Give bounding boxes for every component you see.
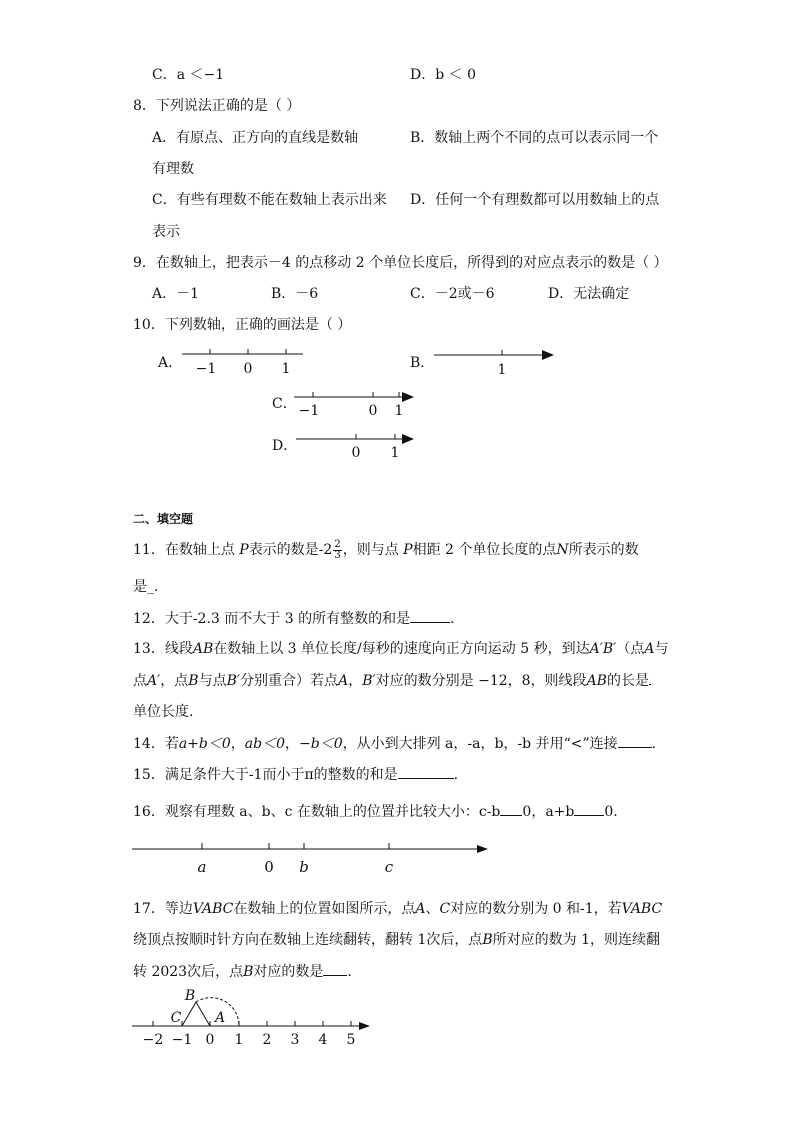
q16-text-2: 0，a+b bbox=[522, 804, 575, 820]
q10-axis-c-arrow bbox=[402, 392, 414, 402]
q13-ab: AB bbox=[192, 641, 214, 657]
q11-fraction bbox=[333, 540, 341, 561]
q17-vertex-b: B bbox=[184, 988, 196, 1004]
q17-figure bbox=[132, 985, 377, 1050]
q17-t1: 17．等边 bbox=[133, 901, 193, 917]
q10-axis-d-tick-0: 0 bbox=[351, 445, 361, 461]
q17-a: A bbox=[415, 901, 426, 917]
q8-option-d: D．任何一个有理数都可以用数轴上的点 bbox=[410, 192, 660, 208]
q8-option-d-cont: 表示 bbox=[152, 224, 180, 240]
q14-rest: ，从小到大排列 a，-a，b，-b 并用“<”连接 bbox=[342, 736, 618, 752]
q16-line bbox=[133, 802, 618, 821]
q9-option-c: C．－2或－6 bbox=[410, 286, 495, 302]
q11-text-3: ，则与点 bbox=[342, 542, 404, 558]
q11-text-2: 表示的数是-2 bbox=[248, 542, 333, 558]
q17-t2: 在数轴上的位置如图所示，点 bbox=[233, 901, 416, 917]
q17-t8: . bbox=[347, 964, 352, 980]
q8-option-c: C．有些有理数不能在数轴上表示出来 bbox=[152, 192, 387, 208]
q11-line1 bbox=[133, 538, 639, 562]
q13-line2 bbox=[133, 671, 651, 690]
q11-text-1: 11．在数轴上点 bbox=[133, 542, 240, 558]
q15-line bbox=[133, 765, 458, 784]
q16-label-c: c bbox=[384, 858, 394, 876]
q17-answer-blank bbox=[323, 962, 347, 976]
q13-t2: 在数轴上以 3 单位长度/每秒的速度向正方向运动 5 秒，到达 bbox=[213, 641, 590, 657]
q8-option-b: B．数轴上两个不同的点可以表示同一个 bbox=[410, 130, 659, 146]
q10-axis-c-tick-0: 0 bbox=[368, 403, 378, 419]
q17-line1 bbox=[133, 900, 662, 918]
q17-b: B bbox=[482, 932, 493, 948]
q17-tri-2: VABC bbox=[621, 901, 663, 917]
q10-axis-a-tick-neg1: −1 bbox=[195, 361, 217, 377]
q13-ab-prime: A′B′ bbox=[589, 641, 617, 657]
q14-cond-2: ab＜0 bbox=[244, 736, 285, 752]
q17-t3: 对应的数分别为 0 和-1，若 bbox=[450, 901, 622, 917]
q13-line3: 单位长度. bbox=[133, 704, 194, 720]
q13-t7: 与点 bbox=[198, 673, 227, 689]
q13-t9: ， bbox=[348, 673, 363, 689]
q16-label-b: b bbox=[299, 858, 309, 876]
q11-text-5: 所表示的数 bbox=[568, 542, 639, 558]
q16-label-0: 0 bbox=[264, 858, 274, 876]
q15-text: 15．满足条件大于-1而小于π的整数的和是 bbox=[133, 767, 398, 783]
q10-axis-d-tick-1: 1 bbox=[390, 445, 400, 461]
q16-label-a: a bbox=[197, 858, 207, 876]
q16-text-1: 16．观察有理数 a、b、c 在数轴上的位置并比较大小：c-b bbox=[133, 804, 501, 820]
q14-answer-blank bbox=[618, 734, 652, 748]
q11-line2: 是_. bbox=[133, 579, 159, 595]
q10-label-d: D． bbox=[272, 438, 298, 454]
q7-option-c: C．a ＜−1 bbox=[152, 67, 225, 83]
q10-axis-c-tick-neg1: −1 bbox=[298, 403, 320, 419]
q13-line1 bbox=[133, 640, 668, 658]
q13-b-prime-2: B′ bbox=[362, 673, 376, 689]
q17-tick-3: 3 bbox=[290, 1032, 300, 1048]
q10-axis-d-arrow bbox=[402, 434, 414, 444]
q10-axis-a-tick-1: 1 bbox=[281, 361, 291, 377]
q11-frac-den: 3 bbox=[334, 549, 341, 561]
q17-vertex-c: C bbox=[170, 1010, 182, 1026]
q14-end: . bbox=[651, 736, 657, 752]
q17-tick-1: 1 bbox=[234, 1032, 244, 1048]
q10-axis-a-tick-0: 0 bbox=[243, 361, 253, 377]
q9-option-a: A．－1 bbox=[152, 286, 200, 302]
q12-text: 12．大于-2.3 而不大于 3 的所有整数的和是 bbox=[133, 611, 411, 627]
q10-axis-a bbox=[180, 344, 305, 378]
q16-arrow bbox=[477, 845, 488, 853]
q13-t1: 13．线段 bbox=[133, 641, 193, 657]
q17-tick-0: 0 bbox=[205, 1032, 215, 1048]
q13-a-prime: A′ bbox=[147, 673, 161, 689]
q12-line bbox=[133, 609, 455, 628]
q10-label-b: B． bbox=[410, 355, 435, 371]
q10-axis-b-tick-1: 1 bbox=[497, 362, 507, 378]
q7-option-d: D．b ＜ 0 bbox=[410, 67, 476, 83]
q17-tick-2: 2 bbox=[262, 1032, 272, 1048]
q17-t4: 绕顶点按顺时针方向在数轴上连续翻转，翻转 1次后，点 bbox=[133, 932, 483, 948]
q17-arrow bbox=[359, 1022, 370, 1030]
q10-axis-b bbox=[432, 344, 557, 378]
q10-axis-c-tick-1: 1 bbox=[394, 403, 404, 419]
q17-b-2: B bbox=[243, 964, 254, 980]
q8-stem: 8．下列说法正确的是（ ） bbox=[133, 98, 301, 114]
q8-option-a: A．有原点、正方向的直线是数轴 bbox=[152, 130, 359, 146]
q9-stem: 9．在数轴上，把表示－4 的点移动 2 个单位长度后，所得到的对应点表示的数是（ ） bbox=[133, 255, 668, 271]
q16-text-3: 0. bbox=[604, 804, 618, 820]
q15-end: . bbox=[453, 767, 459, 783]
q11-var-n: N bbox=[556, 542, 569, 558]
q17-tri: VABC bbox=[192, 901, 234, 917]
q13-a-2: A bbox=[338, 673, 349, 689]
q16-blank-1 bbox=[500, 802, 522, 816]
q12-end: . bbox=[450, 611, 455, 627]
q16-number-line bbox=[132, 838, 492, 878]
q17-line3 bbox=[133, 962, 352, 981]
q9-option-b: B．－6 bbox=[271, 286, 319, 302]
q13-b-prime: B′ bbox=[226, 673, 241, 689]
q10-axis-c bbox=[294, 386, 419, 420]
q11-var-p-2: P bbox=[403, 542, 413, 558]
q17-line2 bbox=[133, 931, 660, 949]
q17-t7: 对应的数是 bbox=[253, 964, 324, 980]
q16-blank-2 bbox=[574, 802, 604, 816]
q13-answer-blank bbox=[649, 671, 651, 685]
q13-ab-2: AB bbox=[586, 673, 607, 689]
q9-option-d: D．无法确定 bbox=[548, 286, 630, 302]
q14-cond-3: −b＜0 bbox=[299, 736, 343, 752]
q17-tick-neg1: −1 bbox=[171, 1032, 193, 1048]
q13-b: B bbox=[188, 673, 199, 689]
q11-text-4: 相距 2 个单位长度的点 bbox=[412, 542, 557, 558]
q17-tick-neg2: −2 bbox=[142, 1032, 164, 1048]
q13-a: A bbox=[644, 641, 655, 657]
q13-t10: 对应的数分别是 −12，8，则线段 bbox=[375, 673, 587, 689]
q17-vertex-a: A bbox=[214, 1010, 226, 1026]
q10-axis-b-arrow bbox=[542, 350, 554, 360]
q11-frac-num: 2 bbox=[334, 538, 341, 550]
q13-t6: ，点 bbox=[160, 673, 189, 689]
q13-t11: 的长是 bbox=[606, 673, 649, 689]
q14-lead: 14．若 bbox=[133, 736, 179, 752]
section-title: 二、填空题 bbox=[133, 512, 194, 526]
q17-tick-4: 4 bbox=[318, 1032, 328, 1048]
q17-tick-5: 5 bbox=[346, 1032, 356, 1048]
q17-sep: 、 bbox=[425, 901, 440, 917]
q13-t4: 与 bbox=[654, 641, 669, 657]
q14-line: 14．若a+b＜0，ab＜0，−b＜0，从小到大排列 a，-a，b，-b 并用“<”连接 . bbox=[133, 736, 657, 752]
q13-t3: （点 bbox=[616, 641, 645, 657]
q17-t6: 转 2023次后，点 bbox=[133, 964, 244, 980]
q13-t8: 分别重合）若点 bbox=[240, 673, 339, 689]
q15-answer-blank bbox=[398, 765, 454, 779]
q11-var-p: P bbox=[239, 542, 249, 558]
q8-option-b-cont: 有理数 bbox=[152, 161, 194, 177]
q12-answer-blank bbox=[410, 609, 450, 623]
q17-t5: 所对应的数为 1，则连续翻 bbox=[492, 932, 661, 948]
q17-triangle bbox=[182, 1002, 210, 1026]
q10-axis-d bbox=[294, 428, 419, 462]
q17-c: C bbox=[439, 901, 451, 917]
q10-label-a: A． bbox=[158, 355, 183, 371]
q14-cond-1: a+b＜0 bbox=[178, 736, 231, 752]
q10-stem: 10．下列数轴，正确的画法是（ ） bbox=[133, 317, 352, 333]
q10-label-c: C． bbox=[272, 396, 297, 412]
q13-t5: 点 bbox=[133, 673, 147, 689]
